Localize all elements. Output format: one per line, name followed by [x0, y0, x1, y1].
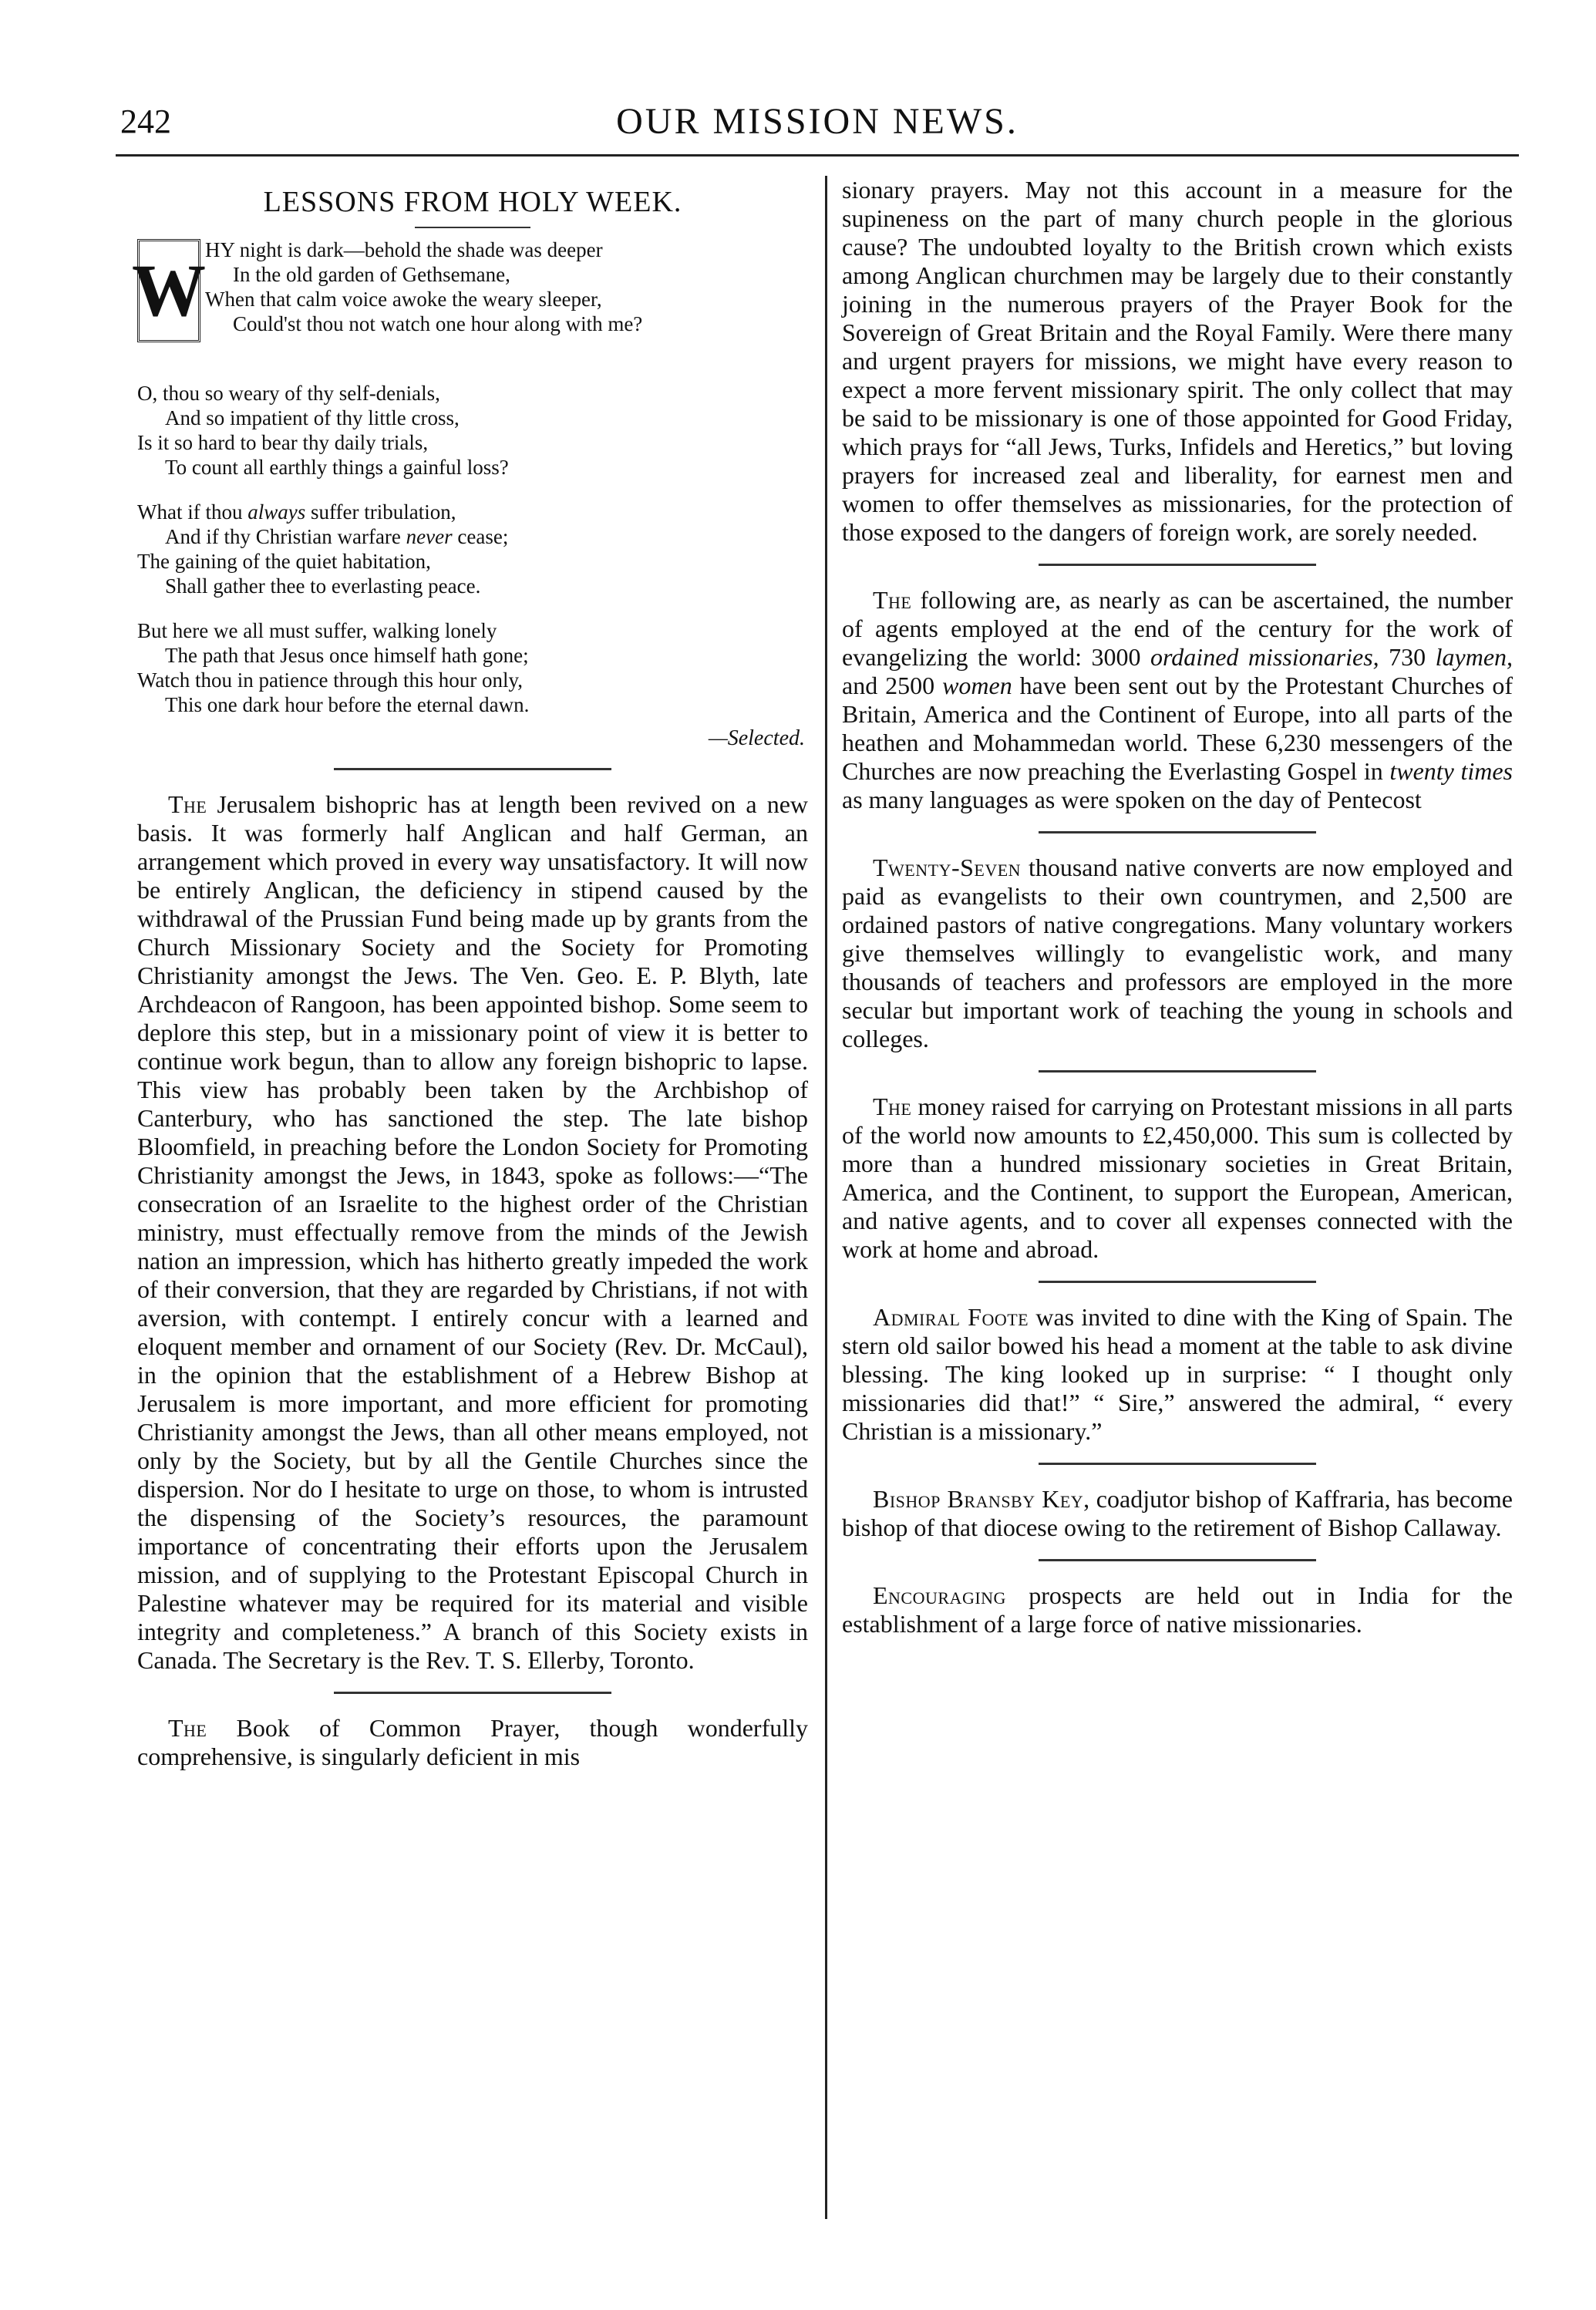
paragraph-text: Book of Common Prayer, though wonderfully comprehensive, is singularly deficient in mis: [137, 1714, 808, 1770]
lead-word: The: [873, 586, 912, 614]
poem-text: suffer tribulation,: [305, 500, 456, 524]
paragraph-text: as many languages as were spoken on the day of Pentecost: [842, 786, 1422, 813]
running-title: OUR MISSION NEWS.: [616, 101, 1019, 142]
paragraph-text: and 2500: [842, 672, 943, 699]
poem-text: What if thou: [137, 500, 248, 524]
lead-word: The: [873, 1093, 912, 1120]
poem-line: To count all earthly things a gainful loss?: [165, 456, 509, 479]
paragraph-text: prospects are held out in India for the establishment of a large force of native missionaries.: [842, 1581, 1513, 1638]
lead-word: Twenty-Seven: [873, 854, 1022, 881]
paragraph-text: 730: [1379, 643, 1436, 671]
title-rule: [415, 227, 530, 228]
paragraph-text: Jerusalem bishopric has at length been revived on a new basis. It was formerly half Anglican and half German, an arrangement which proved in every way unsatisfactory. It will now be entirely Anglican, the deficiency in stipend caused by the withdrawal of the Prussian Fund being made up by grants from the Church Missionary Society and the Society for Promoting Christianity amongst the Jews. The Ven. Geo. E. P. Blyth, late Archdeacon of Rangoon, has been appointed bishop. Some seem to deplore this step, but in a missionary point of view it is better to continue work begun, than to allow any foreign bishopric to lapse. This view has probably been taken by the Archbishop of Canterbury, who has sanctioned the step. The late bishop Bloomfield, in preaching before the London Society for Promoting Christianity amongst the Jews, in 1843, spoke as follows:—“The consecration of an Israelite to the highest order of the Christian ministry, must effectually remove from the minds of the Jewish nation an impression, which has hitherto greatly impeded the work of their conversion, that they are regarded by Christians, if not with aversion, with contempt. I entirely concur with a learned and eloquent member and ornament of our Society (Rev. Dr. McCaul), in the opinion that the establishment of a Hebrew Bishop at Jerusalem is more important, and more efficient for promoting Christianity amongst the Jews, than all other means employed, not only by the Society, but by all the Gentile Churches since the dispersion. Nor do I hesitate to urge on those, to whom is intrusted the dispensing of the Society’s resources, the paramount importance of concentrating their efforts upon the Jerusalem mission, and of supplying to the Protestant Episcopal Church in Palestine whatever may be required for its material and visible integrity and completeness.” A branch of this Society exists in Canada. The Secretary is the Rev. T. S. Ellerby, Toronto.: [137, 790, 808, 1674]
poem-line: The path that Jesus once himself hath gone;: [165, 644, 529, 667]
drop-cap: W: [137, 239, 200, 342]
paragraph-text: following are, as nearly as can be ascertained, the number of agents employed at the end of the century for the work of evangelizing the world: 3000: [842, 586, 1513, 671]
poem-text: cease;: [452, 525, 509, 548]
column-divider: [825, 176, 827, 2219]
left-column: [132, 176, 808, 1771]
lead-word: The: [168, 1714, 207, 1742]
poem-line: O, thou so weary of thy self-denials,: [137, 382, 440, 405]
poem-italic: always: [247, 500, 306, 524]
converts-paragraph: [842, 854, 1513, 1053]
section-rule: [334, 768, 611, 770]
poem-line: And so impatient of thy little cross,: [165, 406, 460, 429]
stanza-4: [137, 618, 808, 717]
poem-line: [137, 500, 808, 524]
paragraph-text: coadjutor bishop of Kaffraria, has become bishop of that diocese owing to the retirement of Bishop Callaway.: [842, 1485, 1513, 1541]
page-header: [116, 85, 1519, 146]
page-number: 242: [120, 103, 171, 140]
poem-line: This one dark hour before the eternal dawn.: [165, 693, 530, 716]
poem-line: Watch thou in patience through this hour only,: [137, 668, 523, 692]
right-column: [842, 176, 1513, 1638]
agents-paragraph: [842, 586, 1513, 814]
section-rule: [1039, 1463, 1316, 1465]
lead-word: The: [168, 790, 207, 818]
poem-text: And if thy Christian warfare: [165, 525, 406, 548]
paragraph-text: was invited to dine with the King of Spain. The stern old sailor bowed his head a moment at the table to ask divine blessing. The king looked up in surprise: “ I thought only missionaries did that!” “ Sire,” answered the admiral, “ every Christian is a missionary.”: [842, 1303, 1513, 1445]
paragraph-text: money raised for carrying on Protestant missions in all parts of the world now amounts to £2,450,000. This sum is collected by more than a hundred missionary societies in Great Britain, America, and the Continent, to support the European, American, and native agents, and to cover all expenses connected with the work at home and abroad.: [842, 1093, 1513, 1263]
section-rule: [1039, 1070, 1316, 1072]
poem-line: When that calm voice awoke the weary sleeper,: [205, 288, 602, 311]
section-rule: [334, 1692, 611, 1694]
poem-line: But here we all must suffer, walking lonely: [137, 619, 497, 642]
lead-word: Bishop Bransby Key,: [873, 1485, 1090, 1513]
poem-line: Could'st thou not watch one hour along with me?: [233, 312, 643, 335]
italic-text: ordained missionaries,: [1150, 643, 1379, 671]
poem-line: [137, 524, 808, 549]
stanza-3: [137, 500, 808, 598]
poem-line: Shall gather thee to everlasting peace.: [165, 574, 481, 598]
paragraph-text: have been sent out by the Protestant Churches of Britain, America and the Continent of Europe, into all parts of the heathen and Mohammedan world. These 6,230 messengers of the Churches are now preaching the Everlasting Gospel in: [842, 672, 1514, 785]
poem-line: HY night is dark—behold the shade was deeper: [205, 238, 603, 261]
section-rule: [1039, 1559, 1316, 1561]
poem-title: LESSONS FROM HOLY WEEK.: [263, 186, 682, 218]
poem-attribution: —Selected.: [708, 726, 805, 750]
poem-line: In the old garden of Gethsemane,: [233, 263, 510, 286]
italic-text: laymen,: [1435, 643, 1514, 671]
lead-word: Admiral Foote: [873, 1303, 1029, 1331]
bishop-key-paragraph: [842, 1485, 1513, 1542]
lead-word: Encouraging: [873, 1581, 1006, 1609]
foote-paragraph: [842, 1303, 1513, 1446]
money-paragraph: [842, 1093, 1513, 1264]
prayer-book-paragraph: [137, 1714, 808, 1771]
header-rule: [116, 154, 1519, 157]
stanza-1: [132, 237, 808, 361]
poem: [132, 237, 808, 751]
encouraging-paragraph: [842, 1581, 1513, 1638]
poem-line: The gaining of the quiet habitation,: [137, 550, 431, 573]
poem-line: Is it so hard to bear thy daily trials,: [137, 431, 429, 454]
paragraph-text: thousand native converts are now employed and paid as evangelists to their own countrymen, and 2,500 are ordained pastors of native congregations. Many voluntary workers give themselves willingly to evangelistic work, and many thousands of teachers and professors are employed in the more secular but important work of teaching the young in schools and colleges.: [842, 854, 1513, 1052]
jerusalem-paragraph: [137, 790, 808, 1675]
prayer-book-continued: sionary prayers. May not this account in a measure for the supineness on the part of many church people in the glorious cause? The undoubted loyalty to the British crown which exists among Anglican churchmen may be largely due to their constantly joining in the numerous prayers of the Prayer Book for the Sovereign of Great Britain and the Royal Family. Were there many and urgent prayers for missions, we might have every reason to expect a more fervent missionary spirit. The only collect that may be said to be missionary is one of those appointed for Good Friday, which prays for “all Jews, Turks, Infidels and Heretics,” but loving prayers for increased zeal and liberality, for earnest men and women to offer themselves as missionaries, for the protection of those exposed to the dangers of foreign work, are sorely needed.: [842, 176, 1513, 546]
italic-text: twenty times: [1389, 757, 1514, 785]
section-rule: [1039, 831, 1316, 833]
stanza-2: [137, 381, 808, 480]
section-rule: [1039, 1281, 1316, 1283]
poem-italic: never: [406, 525, 453, 548]
section-rule: [1039, 564, 1316, 566]
italic-text: women: [942, 672, 1012, 699]
